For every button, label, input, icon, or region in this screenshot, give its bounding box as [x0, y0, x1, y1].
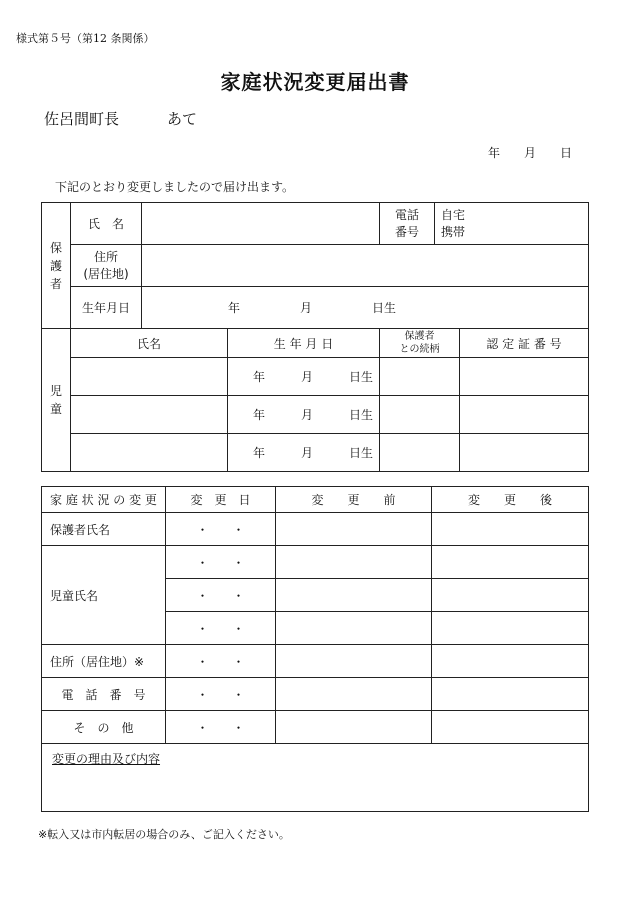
change-before-field[interactable]: [276, 678, 432, 711]
child-birth-field[interactable]: 年 月 日生: [228, 396, 380, 434]
child-name-field[interactable]: [71, 434, 228, 472]
footnote: ※転入又は市内転居の場合のみ、ご記入ください。: [38, 828, 290, 841]
change-date-field[interactable]: ・ ・: [166, 612, 276, 645]
changes-header-after: 変 更 後: [432, 487, 589, 513]
child-name-field[interactable]: [71, 396, 228, 434]
child-row: [42, 358, 589, 396]
addressee-suffix: あて: [167, 110, 198, 128]
change-after-field[interactable]: [432, 678, 589, 711]
change-before-field[interactable]: [276, 579, 432, 612]
change-address-label: 住所（居住地）※: [42, 645, 166, 678]
children-header-birth: 生 年 月 日: [228, 329, 380, 358]
child-cert-field[interactable]: [460, 358, 589, 396]
change-date-field[interactable]: ・ ・: [166, 546, 276, 579]
child-row: [42, 434, 589, 472]
guardian-birth-label: 生年月日: [71, 287, 142, 329]
change-reason-field[interactable]: [42, 744, 589, 812]
change-date-field[interactable]: ・ ・: [166, 678, 276, 711]
change-before-field[interactable]: [276, 546, 432, 579]
children-section-label: 児 童: [42, 329, 71, 472]
guardian-phone-cell: [380, 203, 589, 245]
child-birth-field[interactable]: 年 月 日生: [228, 358, 380, 396]
change-guardian-name-label: 保護者氏名: [42, 513, 166, 546]
guardian-address-label: 住所 (居住地): [71, 245, 142, 287]
change-date-field[interactable]: ・ ・: [166, 711, 276, 744]
page-title: 家庭状況変更届出書: [220, 70, 410, 94]
change-after-field[interactable]: [432, 546, 589, 579]
guardian-children-table: [41, 202, 589, 472]
intro-text: 下記のとおり変更しましたので届け出ます。: [55, 180, 295, 194]
change-date-field[interactable]: ・ ・: [166, 513, 276, 546]
change-before-field[interactable]: [276, 711, 432, 744]
change-date-field[interactable]: ・ ・: [166, 579, 276, 612]
children-header-name: 氏名: [71, 329, 228, 358]
form-number: 様式第５号（第12 条関係）: [16, 32, 155, 45]
guardian-phone-field[interactable]: 自宅 携帯: [441, 207, 466, 239]
child-cert-field[interactable]: [460, 396, 589, 434]
change-after-field[interactable]: [432, 612, 589, 645]
change-after-field[interactable]: [432, 579, 589, 612]
guardian-name-label: 氏 名: [71, 203, 142, 245]
change-reason-label: 変更の理由及び内容: [52, 752, 161, 766]
guardian-name-field[interactable]: [142, 203, 380, 245]
change-before-field[interactable]: [276, 612, 432, 645]
change-after-field[interactable]: [432, 645, 589, 678]
guardian-birth-field[interactable]: 年 月 日生: [142, 287, 589, 329]
change-before-field[interactable]: [276, 513, 432, 546]
guardian-phone-label: 電話 番号: [380, 203, 435, 244]
change-other-label: そ の 他: [42, 711, 166, 744]
change-after-field[interactable]: [432, 513, 589, 546]
submission-date[interactable]: 年 月 日: [488, 146, 573, 160]
child-relation-field[interactable]: [380, 396, 460, 434]
child-row: [42, 396, 589, 434]
child-relation-field[interactable]: [380, 358, 460, 396]
children-header-relation: 保護者 との続柄: [380, 329, 460, 358]
addressee: [44, 108, 197, 129]
changes-table: [41, 486, 589, 812]
child-name-field[interactable]: [71, 358, 228, 396]
change-child-name-label: 児童氏名: [42, 546, 166, 645]
change-before-field[interactable]: [276, 645, 432, 678]
changes-header-date: 変 更 日: [166, 487, 276, 513]
child-relation-field[interactable]: [380, 434, 460, 472]
change-date-field[interactable]: ・ ・: [166, 645, 276, 678]
guardian-section-label: 保 護 者: [42, 203, 71, 329]
child-birth-field[interactable]: 年 月 日生: [228, 434, 380, 472]
addressee-name: 佐呂間町長: [44, 110, 120, 128]
changes-header-before: 変 更 前: [276, 487, 432, 513]
guardian-address-field[interactable]: [142, 245, 589, 287]
children-header-cert: 認 定 証 番 号: [460, 329, 589, 358]
child-cert-field[interactable]: [460, 434, 589, 472]
change-after-field[interactable]: [432, 711, 589, 744]
change-phone-label: 電 話 番 号: [42, 678, 166, 711]
changes-header-type: 家 庭 状 況 の 変 更: [42, 487, 166, 513]
